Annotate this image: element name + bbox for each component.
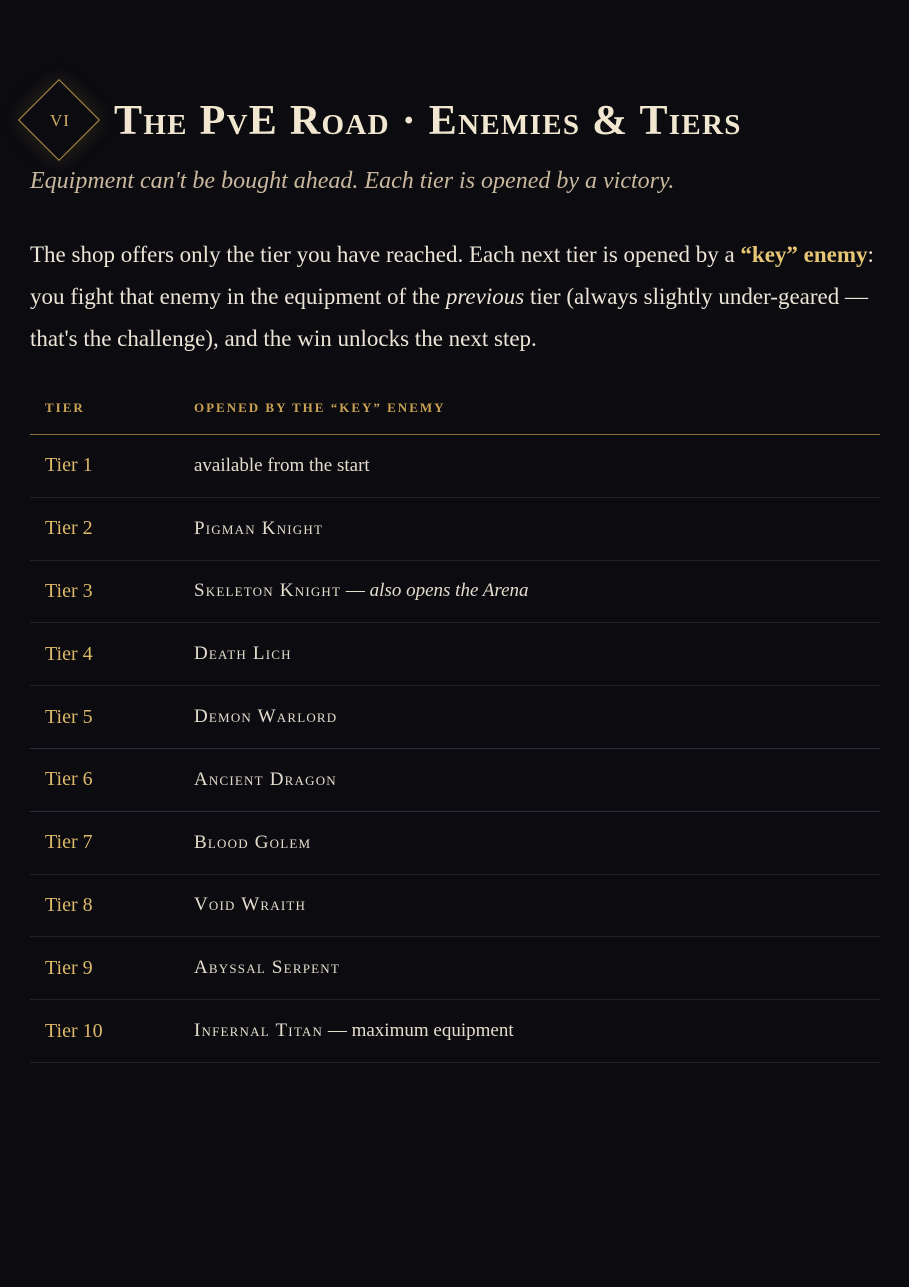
enemy-note: — maximum equipment (323, 1020, 514, 1042)
enemy-note: also opens the Arena (369, 580, 529, 602)
enemy-cell (194, 894, 880, 916)
tier-label: Tier 1 (45, 454, 93, 477)
enemy-cell (194, 769, 880, 791)
enemy-name: Skeleton Knight (194, 580, 342, 602)
section-subtitle: Equipment can't be bought ahead. Each tier is opened by a victory. (30, 168, 675, 194)
tier-table (30, 382, 880, 1063)
enemy-name: Abyssal Serpent (194, 957, 340, 979)
tier-label: Tier 4 (45, 642, 93, 665)
key-enemy-term: “key” enemy (740, 242, 868, 267)
table-row (30, 498, 880, 561)
note-dash: — (341, 580, 370, 602)
table-row (30, 686, 880, 749)
tier-label: Tier 5 (45, 705, 93, 728)
table-row (30, 749, 880, 812)
intro-text-3: tier (always slightly under-geared — that's the challenge), and the win unlocks the next step. (30, 284, 868, 351)
header-key-enemy: OPENED BY THE “KEY” ENEMY (194, 400, 446, 415)
tier-label: Tier 10 (45, 1019, 103, 1042)
enemy-name: Void Wraith (194, 894, 307, 916)
tier-label: Tier 3 (45, 579, 93, 602)
table-row (30, 1000, 880, 1063)
tier-label: Tier 8 (45, 893, 93, 916)
tier-label: Tier 2 (45, 517, 93, 540)
enemy-name: Death Lich (194, 643, 292, 665)
tier-label: Tier 7 (45, 831, 93, 854)
table-header-row (30, 382, 880, 435)
table-row (30, 623, 880, 686)
enemy-name: Pigman Knight (194, 517, 324, 539)
table-row (30, 875, 880, 938)
section-title: The PvE Road · Enemies & Tiers (114, 98, 742, 144)
table-body (30, 435, 880, 1063)
enemy-note: available from the start (194, 454, 370, 476)
table-row (30, 561, 880, 624)
table-row (30, 812, 880, 875)
header-tier: TIER (45, 400, 85, 415)
enemy-cell (194, 518, 880, 540)
enemy-name: Blood Golem (194, 831, 312, 853)
enemy-cell (194, 1020, 880, 1042)
table-row (30, 435, 880, 498)
intro-paragraph (30, 234, 880, 360)
intro-text-1: The shop offers only the tier you have reached. Each next tier is opened by a (30, 242, 741, 267)
previous-emphasis: previous (445, 284, 525, 309)
enemy-name: Ancient Dragon (194, 768, 337, 790)
enemy-cell (194, 455, 880, 477)
enemy-cell (194, 580, 880, 602)
enemy-name: Infernal Titan (194, 1020, 324, 1042)
enemy-cell (194, 957, 880, 979)
intro-text-2: : you fight that enemy in the equipment of the (30, 242, 874, 309)
section-numeral-badge (18, 79, 102, 163)
enemy-cell (194, 706, 880, 728)
enemy-cell (194, 832, 880, 854)
section-numeral: VI (50, 111, 70, 130)
tier-label: Tier 6 (45, 768, 93, 791)
table-row (30, 937, 880, 1000)
tier-label: Tier 9 (45, 956, 93, 979)
enemy-cell (194, 643, 880, 665)
enemy-name: Demon Warlord (194, 706, 338, 728)
section-header (18, 78, 742, 164)
